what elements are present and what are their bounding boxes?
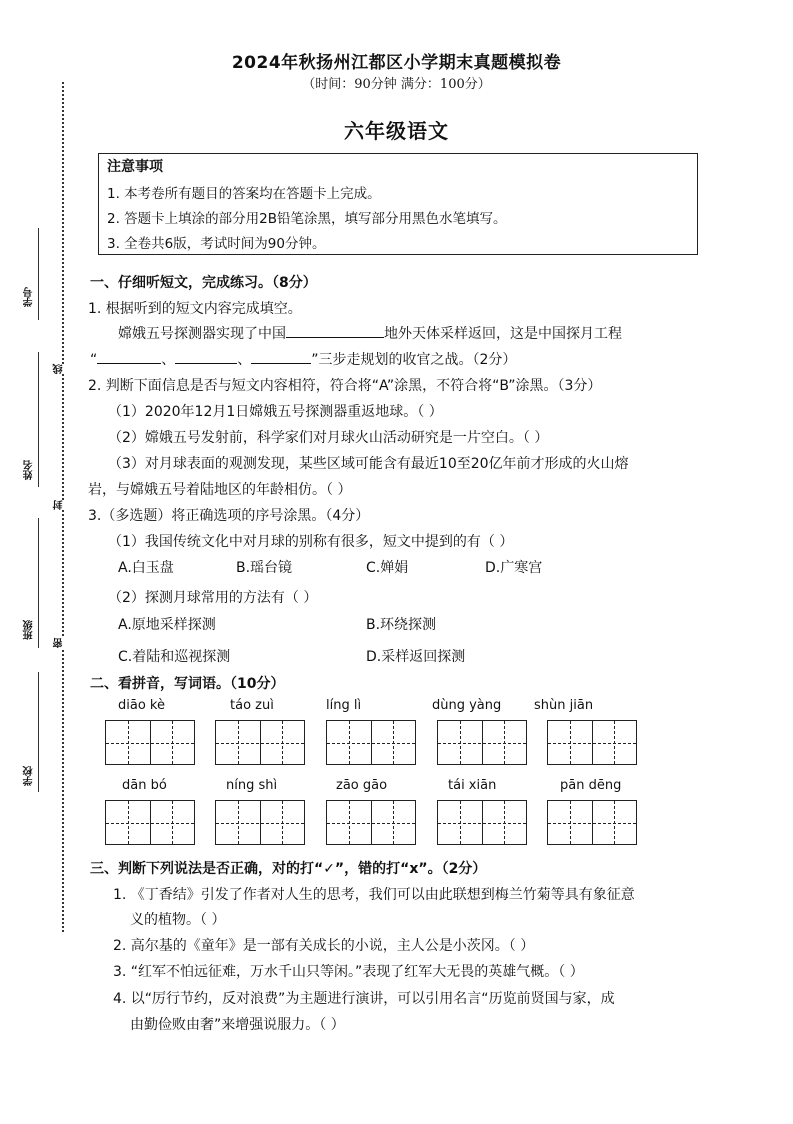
side-mark-secret: 密 [54,638,65,648]
judgement-item: 4. 以“厉行节约，反对浪费”为主题进行演讲，可以引用名言“历览前贤国与家，成 [113,991,615,1007]
side-underline [38,518,39,648]
q2-item: （2）嫦娥五号发射前，科学家们对月球火山活动研究是一片空白。（ ） [108,430,549,446]
side-label-class: 班级 [24,620,35,640]
section1-heading: 一、仔细听短文，完成练习。（8分） [90,275,317,291]
option[interactable]: C.婵娟 [366,560,409,576]
writing-grid[interactable] [215,800,305,845]
judgement-item: 2. 高尔基的《童年》是一部有关成长的小说，主人公是小茨冈。（ ） [113,938,535,954]
fill-blank[interactable] [251,349,311,364]
fill-blank[interactable] [175,349,237,364]
pinyin-label: táo zuì [230,698,274,713]
fill-blank[interactable] [286,323,384,338]
q3-sub1: （1）我国传统文化中对月球的别称有很多，短文中提到的有（ ） [108,534,514,550]
side-underline [38,672,39,792]
option[interactable]: B.环绕探测 [366,617,437,633]
q1-open-quote: “ [90,352,98,368]
option[interactable]: A.原地采样探测 [118,617,216,633]
q1-text-b: 地外天体采样返回，这是中国探月工程 [384,326,622,342]
notice-title: 注意事项 [107,159,163,175]
side-label-school: 学校 [24,766,35,786]
side-underline [38,352,39,487]
pinyin-label: pān dēng [560,778,622,793]
q3-stem: 3.（多选题）将正确选项的序号涂黑。（4分） [88,508,370,524]
writing-grid[interactable] [437,800,527,845]
q1-stem: 1. 根据听到的短文内容完成填空。 [88,301,302,317]
q1-text-a: 嫦娥五号探测器实现了中国 [118,326,286,342]
subject-title: 六年级语文 [344,119,449,143]
writing-grid[interactable] [547,720,637,765]
writing-grid[interactable] [105,720,195,765]
pinyin-label: dān bó [122,778,167,793]
q3-sub2: （2）探测月球常用的方法有（ ） [108,590,318,606]
judgement-item: 3. “红军不怕远征难，万水千山只等闲。”表现了红军大无畏的英雄气概。（ ） [113,964,584,980]
option[interactable]: B.瑶台镜 [236,560,293,576]
option[interactable]: C.着陆和巡视探测 [118,649,231,665]
judgement-item: 1. 《丁香结》引发了作者对人生的思考，我们可以由此联想到梅兰竹菊等具有象征意 [113,887,635,903]
pinyin-label: líng lì [326,698,362,713]
writing-grid[interactable] [326,800,416,845]
writing-grid[interactable] [547,800,637,845]
pinyin-label: shùn jiān [534,698,594,713]
pinyin-label: dùng yàng [432,698,502,713]
q1-line1 [118,323,622,343]
writing-grid[interactable] [215,720,305,765]
q2-item: （3）对月球表面的观测发现，某些区域可能含有最近10至20亿年前才形成的火山熔 [108,456,629,472]
pinyin-label: diāo kè [118,698,165,713]
q1-line2 [90,349,516,369]
q1-sep: 、 [161,352,176,368]
fill-blank[interactable] [97,349,161,364]
option[interactable]: D.广寒宫 [485,560,543,576]
pinyin-label: tái xiān [448,778,497,793]
judgement-item-cont: 义的植物。（ ） [130,912,226,928]
judgement-item-cont: 由勤俭败由奢”来增强说服力。（ ） [130,1017,345,1033]
pinyin-label: níng shì [226,778,278,793]
option[interactable]: D.采样返回探测 [366,649,466,665]
exam-title: 2024年秋扬州江都区小学期末真题模拟卷 [231,53,562,73]
side-mark-seal: 封 [54,500,65,510]
side-underline [38,228,39,320]
writing-grid[interactable] [437,720,527,765]
q2-stem: 2. 判断下面信息是否与短文内容相符，符合将“A”涂黑，不符合将“B”涂黑。（3分） [88,378,602,394]
notice-box [98,153,698,255]
section3-heading: 三、判断下列说法是否正确，对的打“✓”，错的打“x”。（2分） [90,861,487,877]
q1-sep: 、 [237,352,252,368]
writing-grid[interactable] [105,800,195,845]
section2-heading: 二、看拼音，写词语。（10分） [90,676,285,692]
notice-item: 1. 本考卷所有题目的答案均在答题卡上完成。 [107,186,381,202]
side-mark-line: 线 [54,364,65,374]
option[interactable]: A.白玉盘 [118,560,174,576]
q2-item: （1）2020年12月1日嫦娥五号探测器重返地球。（ ） [108,404,443,420]
q1-text-end: ”三步走规划的收官之战。（2分） [311,352,517,368]
side-label-name: 姓名 [24,460,35,480]
notice-item: 3. 全卷共6版，考试时间为90分钟。 [107,236,326,252]
exam-subtitle: （时间：90分钟 满分：100分） [302,77,491,92]
pinyin-label: zāo gāo [336,778,388,793]
notice-item: 2. 答题卡上填涂的部分用2B铅笔涂黑，填写部分用黑色水笔填写。 [107,211,507,227]
side-label-student-id: 学号 [24,287,35,307]
writing-grid[interactable] [326,720,416,765]
q2-item-cont: 岩，与嫦娥五号着陆地区的年龄相仿。（ ） [88,482,352,498]
